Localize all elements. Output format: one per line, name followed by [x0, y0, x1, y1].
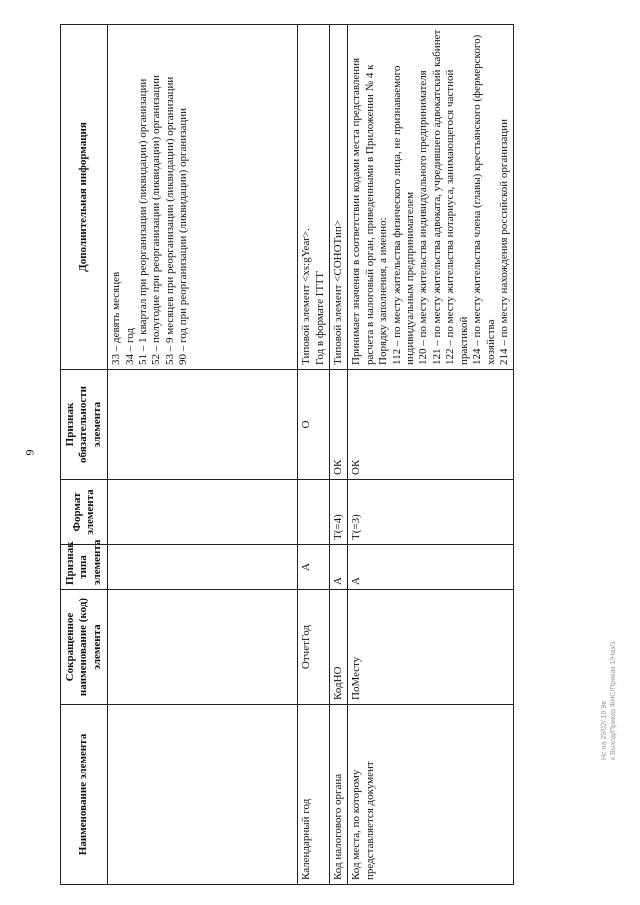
header-required: Признак обязательности элемента	[61, 370, 108, 480]
cell-format	[108, 480, 298, 545]
cell-type: А	[298, 545, 330, 590]
info-line: 53 – 9 месяцев при реорганизации (ликвидации) организации	[163, 76, 176, 365]
table-row	[298, 25, 330, 885]
info-line: 52 – полугодие при реорганизации (ликвидации) организации	[150, 74, 163, 365]
info-line: 122 – по месту жительства нотариуса, занимающегося частной практикой	[444, 69, 470, 365]
header-short: Сокращенное наименование (код) элемента	[61, 590, 108, 705]
info-line: 90 – год при реорганизации (ликвидации) организации	[177, 107, 190, 365]
cell-required	[108, 370, 298, 480]
header-format: Формат элемента	[61, 480, 108, 545]
cell-info: Типовой элемент <СОНОТип>	[330, 25, 348, 370]
rotated-table-container	[60, 25, 580, 885]
stamp-line: к Выход/Приказ ФНС/Приказ 1/Наз/1	[610, 640, 618, 760]
cell-short: ОтчетГод	[298, 590, 330, 705]
cell-short: ПоМесту	[348, 590, 514, 705]
info-line: 33 – девять месяцев	[110, 271, 123, 365]
cell-type: А	[330, 545, 348, 590]
info-intro: Принимает значения в соответствии кодами места представления расчета в налоговый орган, приведенными в Приложении № 4 к Порядку заполнения, а именно:	[350, 57, 390, 365]
cell-format: Т(=3)	[348, 480, 514, 545]
info-line: 112 – по месту жительства физического лица, не признаваемого индивидуальным предпринимателем	[390, 65, 417, 365]
elements-table	[60, 24, 514, 885]
cell-type: А	[348, 545, 514, 590]
cell-format: Т(=4)	[330, 480, 348, 545]
info-line: Типовой элемент <xs:gYear>.	[300, 228, 313, 365]
table-row	[330, 25, 348, 885]
header-name: Наименование элемента	[61, 705, 108, 885]
cell-name	[108, 705, 298, 885]
info-line: 51 – 1 квартал при реорганизации (ликвидации) организации	[137, 78, 150, 365]
info-line: 124 – по месту жительства члена (главы) крестьянского (фермерского) хозяйства	[471, 34, 497, 365]
header-type: Признак типа элемента	[61, 545, 108, 590]
info-line: 120 – по месту жительства индивидуального предпринимателя	[417, 70, 430, 365]
cell-format	[298, 480, 330, 545]
info-line: 121 – по месту жительства адвоката, учредившего адвокатский кабинет	[430, 29, 443, 365]
cell-required: ОК	[348, 370, 514, 480]
cell-type	[108, 545, 298, 590]
cell-short	[108, 590, 298, 705]
cell-name: Календарный год	[298, 705, 330, 885]
cell-name: Код налогового органа	[330, 705, 348, 885]
info-line: Год в формате ГГГГ	[313, 270, 326, 365]
cell-info	[348, 25, 514, 370]
header-info: Дополнительная информация	[61, 25, 108, 370]
table-header-row	[61, 25, 108, 885]
cell-name: Код места, по которому представляется документ	[348, 705, 514, 885]
page-number: 9	[22, 449, 37, 456]
stamp-line: Нс на 29/02/ 19 9в	[601, 701, 608, 760]
cell-required: ОК	[330, 370, 348, 480]
cell-info	[298, 25, 330, 370]
info-line: 214 – по месту нахождения российской организации	[497, 119, 510, 365]
cell-required: О	[298, 370, 330, 480]
scan-stamp	[600, 641, 618, 760]
cell-info	[108, 25, 298, 370]
cell-short: КодНО	[330, 590, 348, 705]
info-line: 34 – год	[123, 327, 136, 365]
table-row	[108, 25, 298, 885]
table-row	[348, 25, 514, 885]
